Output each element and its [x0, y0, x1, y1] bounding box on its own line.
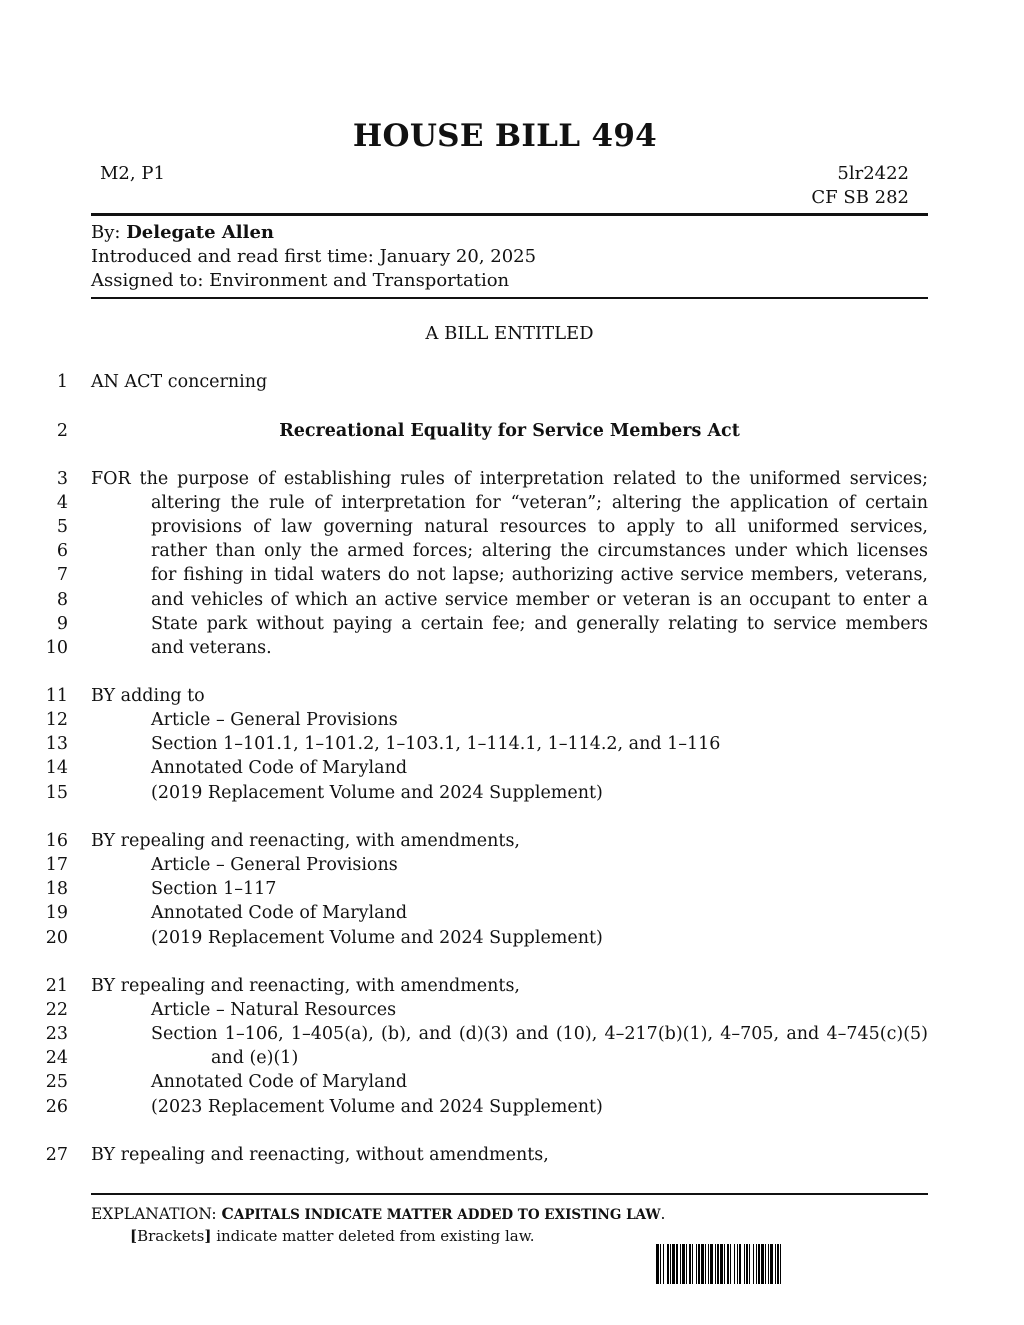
explanation-label: EXPLANATION: — [91, 1205, 222, 1223]
line-number: 24 — [45, 1048, 68, 1068]
line-text: (2019 Replacement Volume and 2024 Supplement) — [151, 928, 603, 948]
line-number: 1 — [56, 372, 68, 392]
line-text: Annotated Code of Maryland — [151, 1072, 408, 1092]
line-number: 13 — [45, 734, 68, 754]
line-text: Annotated Code of Maryland — [151, 903, 408, 923]
bracket-close: ] — [204, 1227, 212, 1245]
line-text: Article – General Provisions — [151, 710, 398, 730]
line-number: 3 — [56, 469, 68, 489]
footer-rule — [91, 1193, 928, 1195]
line-text: BY repealing and reenacting, with amendments, — [91, 976, 520, 996]
line-text: provisions of law governing natural resources to apply to all uniformed services, — [151, 517, 928, 537]
bill-entitled: A BILL ENTITLED — [425, 323, 594, 344]
line-text: BY repealing and reenacting, without amendments, — [91, 1145, 549, 1165]
line-text: BY adding to — [91, 686, 205, 706]
line-number: 25 — [45, 1072, 68, 1092]
line-text: Section 1–117 — [151, 879, 277, 899]
line-text: Article – General Provisions — [151, 855, 398, 875]
line-number: 19 — [45, 903, 68, 923]
line-text: AN ACT concerning — [91, 372, 268, 392]
line-number: 27 — [45, 1145, 68, 1165]
caps-rest: APITALS INDICATE MATTER ADDED TO EXISTING LAW — [233, 1207, 661, 1223]
line-number: 5 — [56, 517, 68, 537]
line-text: (2023 Replacement Volume and 2024 Supplement) — [151, 1097, 603, 1117]
line-text: and (e)(1) — [211, 1048, 299, 1068]
line-text: and veterans. — [151, 638, 272, 658]
line-text: rather than only the armed forces; altering the circumstances under which licenses — [151, 541, 928, 561]
line-number: 14 — [45, 758, 68, 778]
bill-title: HOUSE BILL 494 — [352, 118, 658, 154]
line-number: 9 — [56, 614, 68, 634]
line-number: 20 — [45, 928, 68, 948]
line-text: (2019 Replacement Volume and 2024 Supplement) — [151, 783, 603, 803]
line-number: 4 — [56, 493, 68, 513]
line-text: Section 1–106, 1–405(a), (b), and (d)(3) and (10), 4–217(b)(1), 4–705, and 4–745(c)(5) — [151, 1024, 928, 1044]
sponsor-line — [91, 222, 274, 243]
line-text: BY repealing and reenacting, with amendments, — [91, 831, 520, 851]
line-number: 8 — [56, 590, 68, 610]
line-number: 15 — [45, 783, 68, 803]
cross-file: CF SB 282 — [811, 187, 909, 208]
brackets-rest: indicate matter deleted from existing law. — [211, 1227, 535, 1245]
subject-codes: M2, P1 — [100, 163, 165, 184]
caps-period: . — [660, 1205, 666, 1223]
line-number: 26 — [45, 1097, 68, 1117]
line-number: 22 — [45, 1000, 68, 1020]
line-text: Article – Natural Resources — [151, 1000, 397, 1020]
act-short-title: Recreational Equality for Service Members Act — [279, 421, 740, 441]
file-code: 5lr2422 — [837, 163, 909, 184]
line-text: Annotated Code of Maryland — [151, 758, 408, 778]
line-text: altering the rule of interpretation for “veteran”; altering the application of certain — [151, 493, 928, 513]
barcode-bar — [781, 1244, 784, 1284]
line-number: 23 — [45, 1024, 68, 1044]
header-rule-top — [91, 213, 928, 216]
line-number: 16 — [45, 831, 68, 851]
line-text: FOR the purpose of establishing rules of interpretation related to the uniformed services; — [91, 469, 928, 489]
assigned-line: Assigned to: Environment and Transportation — [91, 270, 510, 291]
line-number: 6 — [56, 541, 68, 561]
line-number: 2 — [56, 421, 68, 441]
line-number: 10 — [45, 638, 68, 658]
header-rule-bottom — [91, 297, 928, 299]
explanation-line — [91, 1204, 665, 1223]
line-text: and vehicles of which an active service member or veteran is an occupant to enter a — [151, 590, 928, 610]
sponsor-name: Delegate Allen — [126, 222, 275, 243]
barcode — [656, 1244, 906, 1284]
line-number: 18 — [45, 879, 68, 899]
line-number: 12 — [45, 710, 68, 730]
bracket-open: [ — [130, 1227, 138, 1245]
line-number: 11 — [45, 686, 68, 706]
line-text: State park without paying a certain fee; and generally relating to service members — [151, 614, 928, 634]
line-number: 17 — [45, 855, 68, 875]
by-label: By: — [91, 222, 127, 243]
line-number: 21 — [45, 976, 68, 996]
introduced-line: Introduced and read first time: January 20, 2025 — [91, 246, 537, 267]
brackets-word: Brackets — [137, 1227, 205, 1245]
line-text: for fishing in tidal waters do not lapse; authorizing active service members, veterans, — [151, 565, 928, 585]
brackets-line — [130, 1227, 535, 1245]
caps-first: C — [221, 1204, 234, 1223]
line-text: Section 1–101.1, 1–101.2, 1–103.1, 1–114.1, 1–114.2, and 1–116 — [151, 734, 721, 754]
line-number: 7 — [56, 565, 68, 585]
